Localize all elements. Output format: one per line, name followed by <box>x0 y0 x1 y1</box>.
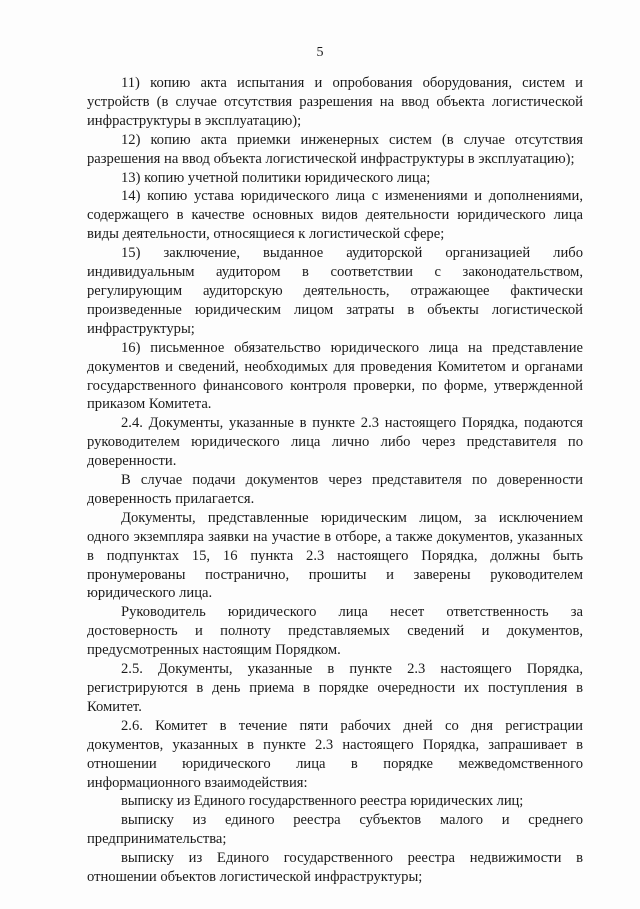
list-item-12: 12) копию акта приемки инженерных систем (в случае отсутствия разрешения на ввод объекта логистической инфраструктуры в эксплуатацию); <box>87 131 583 167</box>
clause-2-4: 2.4. Документы, указанные в пункте 2.3 настоящего Порядка, подаются руководителем юридического лица лично либо через представителя по доверенности. <box>87 415 583 470</box>
list-item-13: 13) копию учетной политики юридического лица; <box>121 169 431 186</box>
clause-2-5: 2.5. Документы, указанные в пункте 2.3 настоящего Порядка, регистрируются в день приема в порядке очередности их поступления в Комитет. <box>87 661 583 715</box>
document-body <box>87 74 583 887</box>
extract-real-estate: выписку из Единого государственного реестра недвижимости в отношении объектов логистической инфраструктуры; <box>87 850 583 886</box>
extract-legal-entities: выписку из Единого государственного реестра юридических лиц; <box>121 793 524 810</box>
paragraph-power-of-attorney: В случае подачи документов через представителя по доверенности доверенность прилагается. <box>87 472 583 507</box>
page-number: 5 <box>316 45 324 60</box>
list-item-15: 15) заключение, выданное аудиторской организацией либо индивидуальным аудитором в соответствии с законодательством, регулирующим аудиторскую деятельность, отражающее фактически произведенные юридическим лицом затраты в объекты логистической инфраструктуры; <box>87 245 583 337</box>
paragraph-responsibility: Руководитель юридического лица несет ответственность за достоверность и полноту представляемых сведений и документов, предусмотренных настоящим Порядком. <box>87 604 583 659</box>
extract-sme-register: выписку из единого реестра субъектов малого и среднего предпринимательства; <box>87 812 583 848</box>
list-item-14: 14) копию устава юридического лица с изменениями и дополнениями, содержащего в качестве основных видов деятельности юридического лица виды деятельности, относящиеся к логистической сфере; <box>87 188 583 243</box>
list-item-11: 11) копию акта испытания и опробования оборудования, систем и устройств (в случае отсутствия разрешения на ввод объекта логистической инфраструктуры в эксплуатацию); <box>87 75 583 129</box>
clause-2-6: 2.6. Комитет в течение пяти рабочих дней со дня регистрации документов, указанных в пункте 2.3 настоящего Порядка, запрашивает в отношении юридического лица в порядке межведомственного информационного взаимодействия: <box>87 717 583 791</box>
list-item-16: 16) письменное обязательство юридического лица на представление документов и сведений, необходимых для проведения Комитетом и органами государственного финансового контроля проверки, по форме, утвержденной приказом Комитета. <box>87 339 583 413</box>
paragraph-document-binding: Документы, представленные юридическим лицом, за исключением одного экземпляра заявки на участие в отборе, а также документов, указанных в подпунктах 15, 16 пункта 2.3 настоящего Порядка, должны быть пронумерованы постранично, прошиты и заверены руководителем юридического лица. <box>87 509 583 602</box>
